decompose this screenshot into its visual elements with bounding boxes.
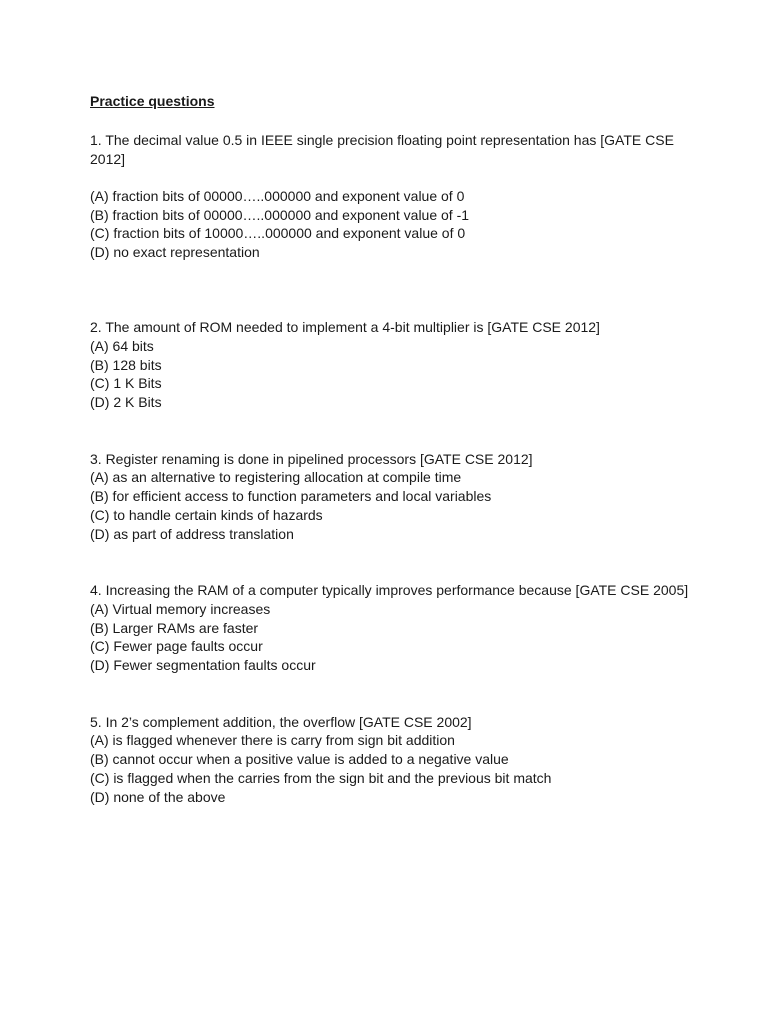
page-title: Practice questions <box>90 93 215 109</box>
answer-option: (D) Fewer segmentation faults occur <box>90 657 316 674</box>
question-stem: 3. Register renaming is done in pipelined processors [GATE CSE 2012] <box>90 450 533 467</box>
answer-option: (A) Virtual memory increases <box>90 600 271 617</box>
answer-option: (A) 64 bits <box>90 337 154 354</box>
question-1 <box>90 131 690 262</box>
question-stem: 2. The amount of ROM needed to implement a 4-bit multiplier is [GATE CSE 2012] <box>90 319 600 336</box>
question-stem: 5. In 2’s complement addition, the overflow [GATE CSE 2002] <box>90 713 472 730</box>
answer-option: (D) as part of address translation <box>90 525 294 542</box>
answer-option: (C) to handle certain kinds of hazards <box>90 506 323 523</box>
answer-option: (A) as an alternative to registering allocation at compile time <box>90 469 462 486</box>
question-2 <box>90 318 690 412</box>
question-4 <box>90 581 690 675</box>
answer-option: (D) none of the above <box>90 788 226 805</box>
document-content <box>90 92 690 807</box>
question-stem: 1. The decimal value 0.5 in IEEE single precision floating point representation has [GATE CSE 2012] <box>90 131 674 167</box>
answer-option: (C) is flagged when the carries from the sign bit and the previous bit match <box>90 769 552 786</box>
question-stem: 4. Increasing the RAM of a computer typically improves performance because [GATE CSE 2005] <box>90 582 689 599</box>
answer-option: (C) 1 K Bits <box>90 375 162 392</box>
answer-option: (A) is flagged whenever there is carry from sign bit addition <box>90 732 455 749</box>
answer-option: (B) 128 bits <box>90 356 162 373</box>
answer-option: (D) 2 K Bits <box>90 394 162 411</box>
answer-option: (D) no exact representation <box>90 244 260 261</box>
answer-option: (C) fraction bits of 10000…..000000 and exponent value of 0 <box>90 225 466 242</box>
answer-option: (B) for efficient access to function parameters and local variables <box>90 488 492 505</box>
answer-option: (B) cannot occur when a positive value is added to a negative value <box>90 751 509 768</box>
answer-option: (B) Larger RAMs are faster <box>90 619 259 636</box>
answer-option: (A) fraction bits of 00000…..000000 and exponent value of 0 <box>90 187 465 204</box>
question-3 <box>90 450 690 544</box>
answer-option: (B) fraction bits of 00000…..000000 and exponent value of -1 <box>90 206 470 223</box>
answer-option: (C) Fewer page faults occur <box>90 638 263 655</box>
question-5 <box>90 713 690 807</box>
